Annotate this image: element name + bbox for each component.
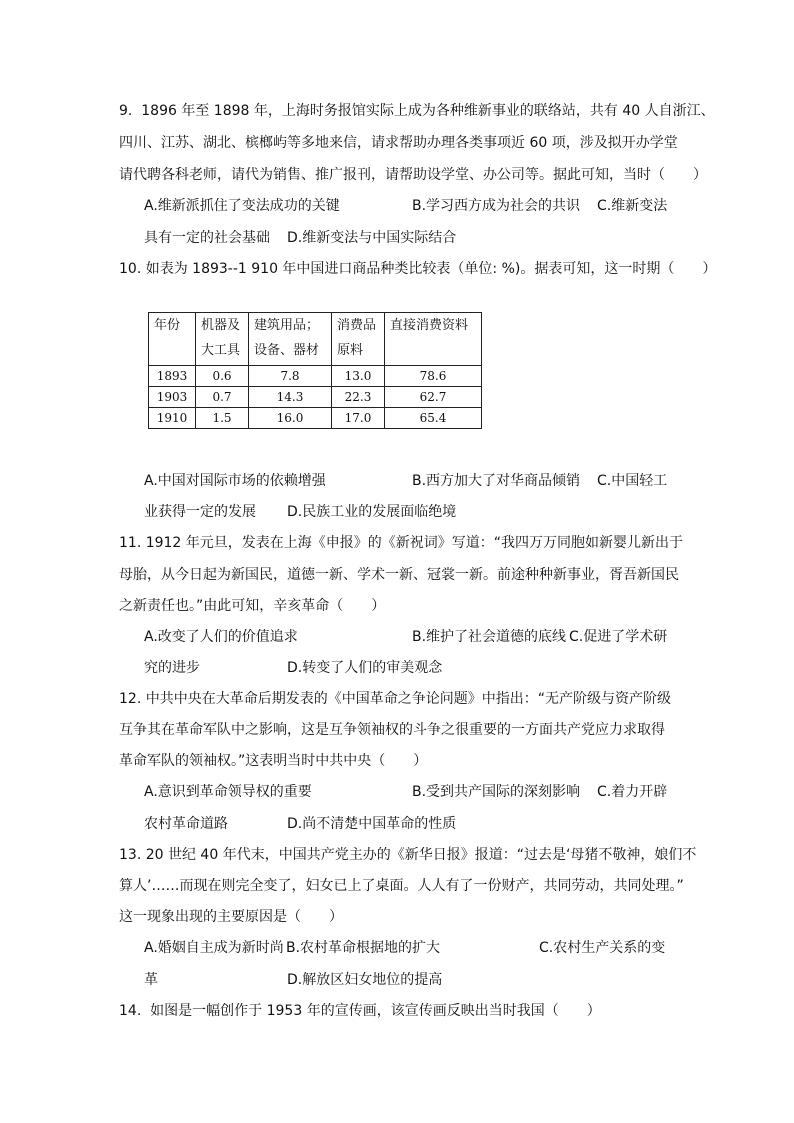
table-cell: 1893: [149, 366, 196, 387]
q9-option-a[interactable]: A.维新派抓住了变法成功的关键: [144, 198, 340, 214]
table-cell: 13.0: [332, 366, 385, 387]
q12-option-b[interactable]: B.受到共产国际的深刻影响: [412, 784, 581, 800]
q11-stem-line-2: 母胎，从今日起为新国民，道德一新、学术一新、冠裳一新。前途种种新事业，胥吾新国民: [119, 567, 679, 583]
q12-stem-line-2: 互争其在革命军队中之影响，这是互争领袖权的斗争之很重要的一方面共产党应力求取得: [119, 722, 665, 738]
table-cell: 7.8: [249, 366, 332, 387]
import-goods-table: [148, 312, 482, 429]
q9-option-c[interactable]: C.维新变法: [597, 198, 668, 214]
q11-stem-line-1: 11. 1912 年元旦，发表在上海《申报》的《新祝词》写道：“我四万万同胞如新婴儿新出于: [119, 535, 684, 551]
q11-stem-line-3: 之新责任也。”由此可知，辛亥革命（ ）: [119, 598, 386, 614]
q13-option-c-continued: 革: [144, 972, 158, 988]
q10-option-c-continued: 业获得一定的发展: [144, 504, 256, 520]
q14-stem: 14. 如图是一幅创作于 1953 年的宣传画，该宣传画反映出当时我国（ ）: [119, 1003, 601, 1019]
q12-stem-line-1: 12. 中共中央在大革命后期发表的《中国革命之争论问题》中指出：“无产阶级与资产阶级: [119, 691, 671, 707]
q9-option-c-continued: 具有一定的社会基础: [144, 230, 270, 246]
table-header-cell: 直接消费资料: [385, 313, 482, 366]
q13-option-c[interactable]: C.农村生产关系的变: [539, 940, 666, 956]
table-cell: 14.3: [249, 387, 332, 408]
q10-option-d[interactable]: D.民族工业的发展面临绝境: [287, 504, 457, 520]
table-header-row: [149, 313, 482, 366]
q9-option-b[interactable]: B.学习西方成为社会的共识: [412, 198, 581, 214]
table-row: [149, 366, 482, 387]
q11-option-c-continued: 究的进步: [144, 660, 200, 676]
table-row: [149, 387, 482, 408]
table-cell: 1.5: [196, 408, 249, 429]
q12-stem-line-3: 革命军队的领袖权。”这表明当时中共中央（ ）: [119, 753, 428, 769]
q13-option-b[interactable]: B.农村革命根据地的扩大: [286, 940, 441, 956]
q9-option-d[interactable]: D.维新变法与中国实际结合: [287, 230, 457, 246]
table-header-cell: 消费品 原料: [332, 313, 385, 366]
table-header-cell: 机器及 大工具: [196, 313, 249, 366]
q11-option-d[interactable]: D.转变了人们的审美观念: [287, 660, 443, 676]
table-cell: 62.7: [385, 387, 482, 408]
q13-stem-line-3: 这一现象出现的主要原因是（ ）: [119, 909, 343, 925]
q13-option-a[interactable]: A.婚姻自主成为新时尚: [144, 940, 284, 956]
q10-stem: 10. 如表为 1893--1 910 年中国进口商品种类比较表（单位: %)。据表可知，这一时期（ ）: [119, 261, 717, 277]
q9-stem-line-2: 四川、江苏、湖北、槟榔屿等多地来信，请求帮助办理各类事项近 60 项，涉及拟开办学堂: [119, 135, 678, 151]
q11-option-b[interactable]: B.维护了社会道德的底线: [412, 629, 567, 645]
table-cell: 17.0: [332, 408, 385, 429]
q10-option-c[interactable]: C.中国轻工: [597, 473, 668, 489]
q10-option-a[interactable]: A.中国对国际市场的依赖增强: [144, 473, 326, 489]
q10-option-b[interactable]: B.西方加大了对华商品倾销: [412, 473, 581, 489]
q12-option-a[interactable]: A.意识到革命领导权的重要: [144, 784, 312, 800]
q12-option-c-continued: 农村革命道路: [144, 816, 228, 832]
q11-option-a[interactable]: A.改变了人们的价值追求: [144, 629, 298, 645]
q13-option-d[interactable]: D.解放区妇女地位的提高: [287, 972, 443, 988]
table-header-cell: 建筑用品； 设备、器材: [249, 313, 332, 366]
q12-option-c[interactable]: C.着力开辟: [597, 784, 668, 800]
q11-option-c[interactable]: C.促进了学术研: [569, 629, 668, 645]
table-cell: 78.6: [385, 366, 482, 387]
table-cell: 16.0: [249, 408, 332, 429]
table-cell: 1910: [149, 408, 196, 429]
q12-option-d[interactable]: D.尚不清楚中国革命的性质: [287, 816, 457, 832]
table-cell: 0.6: [196, 366, 249, 387]
table-row: [149, 408, 482, 429]
table-header-cell: 年份: [149, 313, 196, 366]
table-cell: 1903: [149, 387, 196, 408]
table-cell: 65.4: [385, 408, 482, 429]
table-cell: 22.3: [332, 387, 385, 408]
table-cell: 0.7: [196, 387, 249, 408]
q13-stem-line-1: 13. 20 世纪 40 年代末，中国共产党主办的《新华日报》报道：“过去是‘母猪不敬神，娘们不: [119, 847, 697, 863]
q13-stem-line-2: 算人’……而现在则完全变了，妇女已上了桌面。人人有了一份财产，共同劳动，共同处理。”: [119, 878, 684, 894]
q9-stem-line-1: 9. 1896 年至 1898 年，上海时务报馆实际上成为各种维新事业的联络站，共有 40 人自浙江、: [119, 103, 715, 119]
q9-stem-line-3: 请代聘各科老师，请代为销售、推广报刊，请帮助设学堂、办公司等。据此可知，当时（ ）: [119, 167, 707, 183]
